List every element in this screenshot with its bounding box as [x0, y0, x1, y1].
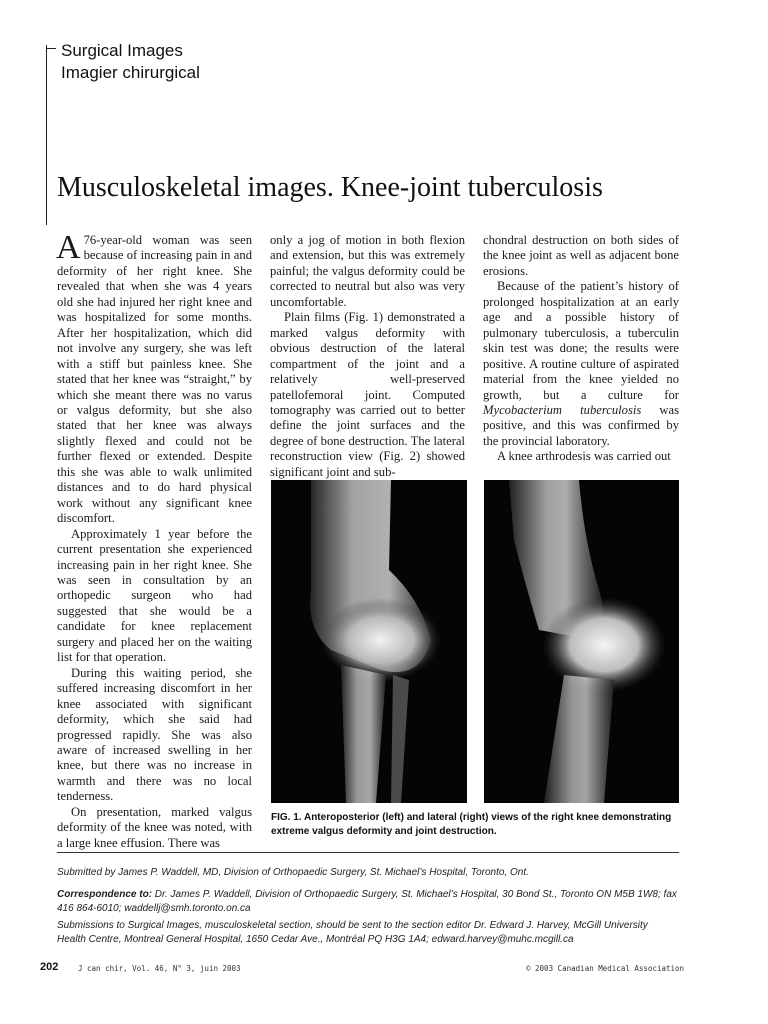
organism-name: Mycobacterium tuberculosis [483, 402, 642, 417]
article-title: Musculoskeletal images. Knee-joint tuberculosis [57, 172, 603, 203]
xray-anteroposterior-image [271, 480, 467, 803]
footer-rule [57, 852, 679, 853]
body-column-3 [483, 233, 679, 465]
paragraph-3: During this waiting period, she suffered increasing discomfort in her knee associated with significant deformity, which she said had progressed rapidly. She was also aware of increased swelling in her knee, but there was no increase in warmth and there was no local tenderness. [57, 665, 252, 804]
submitted-by-note: Submitted by James P. Waddell, MD, Division of Orthopaedic Surgery, St. Michael’s Hospital, Toronto, Ont. [57, 867, 529, 878]
section-title-fr: Imagier chirurgical [61, 63, 200, 82]
section-rule-tick [46, 48, 56, 49]
figure-caption: FIG. 1. Anteroposterior (left) and lateral (right) views of the right knee demonstrating extreme valgus deformity and joint destruction. [271, 812, 672, 837]
paragraph-1: A 76-year-old woman was seen because of increasing pain in and deformity of her right knee. She revealed that when she was 4 years old she had injured her right knee and was hospitalized for some months. After her hospitalization, which did not involve any surgery, she was left with a stiff but painless knee. She stated that her knee was “straight,” by which she meant there was no varus or valgus deformity, but she also stated that her knee was always slightly flexed and could not be further flexed or extended. Despite this she was able to walk unlimited distances and to do hard physical work without any significant knee discomfort. [56, 229, 252, 526]
paragraph-7: chondral destruction on both sides of the knee joint as well as adjacent bone erosions. [483, 233, 679, 278]
drop-cap: A [56, 229, 81, 266]
body-column-2 [270, 233, 465, 480]
section-title-en: Surgical Images [61, 41, 183, 60]
paragraph-2: Approximately 1 year before the current presentation she experienced increasing pain in her right knee. She was seen in consultation by an orthopedic surgeon who had suggested that she would be a candidate for knee replacement surgery and placed her on the waiting list for that operation. [57, 526, 252, 665]
submissions-note: Submissions to Surgical Images, musculoskeletal section, should be sent to the section editor Dr. Edward J. Harvey, McGill University Health Centre, Montreal General Hospital, 1650 Cedar Ave., Montréal PQ H3G 1A4; edward.harvey@muhc.mcgill.ca [57, 920, 648, 945]
section-header [61, 40, 200, 84]
section-rule [46, 45, 47, 225]
correspondence-note: Correspondence to: Dr. James P. Waddell, Division of Orthopaedic Surgery, St. Michael’s Hospital, 30 Bond St., Toronto ON M5B 1W8; fax 416 864-6010; waddellj@smh.toronto.on.ca [57, 889, 677, 914]
paragraph-4: On presentation, marked valgus deformity of the knee was noted, with a large knee effusion. There was [57, 804, 252, 850]
paragraph-5: only a jog of motion in both flexion and extension, but this was extremely painful; the valgus deformity could be corrected to neutral but also was very uncomfortable. [270, 233, 465, 309]
xray-lateral-image [484, 480, 679, 803]
correspondence-label: Correspondence to: [57, 889, 153, 900]
paragraph-8: Because of the patient’s history of prolonged hospitalization at an early age and a possible history of pulmonary tuberculosis, a tuberculin skin test was done; the results were positive. A routine culture of aspirated material from the knee yielded no growth, but a culture for Mycobacterium tuberculosis was positive, and this was confirmed by the provincial laboratory. [483, 279, 680, 448]
page-number: 202 [40, 961, 59, 973]
paragraph-6: Plain films (Fig. 1) demonstrated a marked valgus deformity with obvious destruction of the lateral compartment of the joint and a relatively well-preserved patellofemoral joint. Computed tomography was carried out to better define the joint surfaces and the degree of bone destruction. The lateral reconstruction view (Fig. 2) showed significant joint and sub- [270, 310, 465, 479]
body-column-1 [56, 229, 252, 851]
journal-reference: J can chir, Vol. 46, N° 3, juin 2003 [78, 964, 241, 973]
paragraph-9: A knee arthrodesis was carried out [497, 449, 671, 464]
copyright-notice: © 2003 Canadian Medical Association [526, 964, 685, 973]
